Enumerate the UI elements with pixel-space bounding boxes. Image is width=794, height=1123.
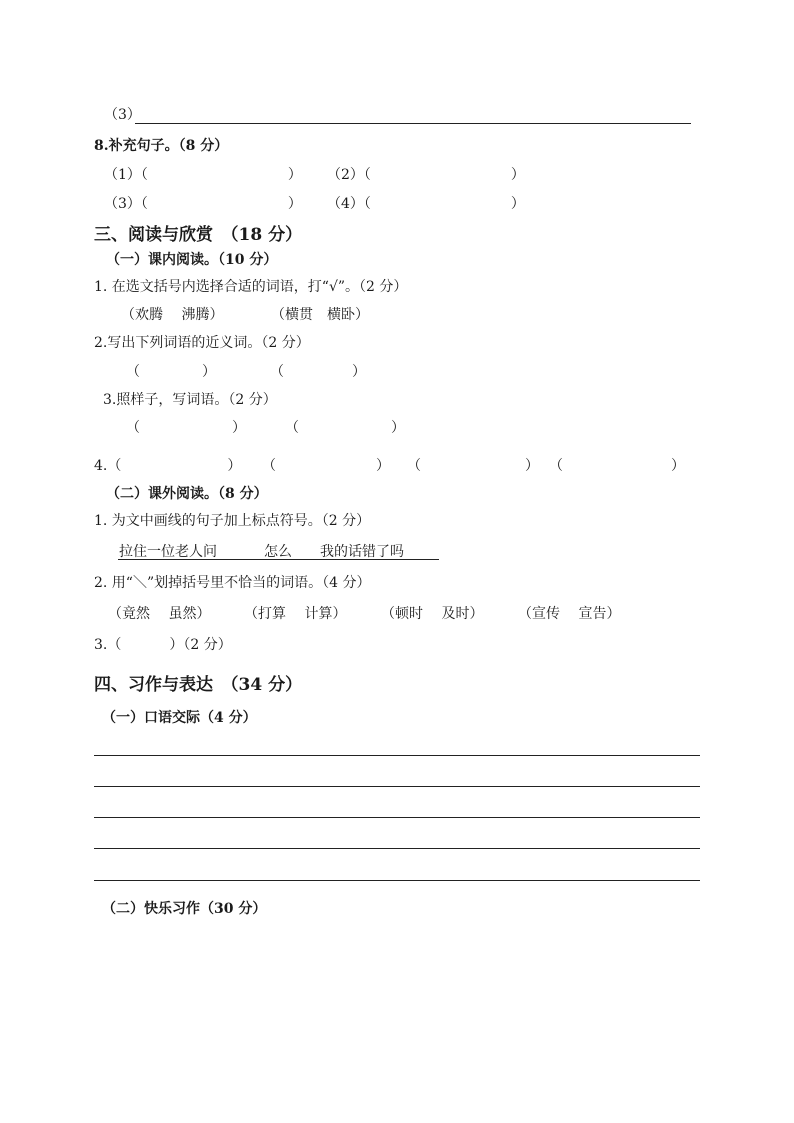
s3p2-q1-sentence-1: 拉住一位老人问 bbox=[119, 544, 217, 560]
s3p2-q2-option-3[interactable]: （顿时 及时） bbox=[381, 606, 484, 622]
section-3-part-1-title: （一）课内阅读。（10 分） bbox=[106, 252, 278, 268]
s3p1-q3-blank-2[interactable]: （ ） bbox=[285, 420, 405, 436]
s3p1-q3-text: 3.照样子，写词语。（2 分） bbox=[103, 392, 277, 408]
section-3-title: 三、阅读与欣赏 （18 分） bbox=[94, 225, 303, 245]
writing-line-4[interactable] bbox=[94, 848, 700, 849]
q8-title: 8.补充句子。（8 分） bbox=[94, 138, 229, 154]
s3p1-q2-blank-1[interactable]: （ ） bbox=[126, 364, 216, 380]
writing-line-3[interactable] bbox=[94, 817, 700, 818]
s3p2-q3-blank[interactable]: 3.（ ）（2 分） bbox=[94, 637, 232, 653]
section-4-part-2-title: （二）快乐习作（30 分） bbox=[102, 901, 267, 917]
writing-line-2[interactable] bbox=[94, 786, 700, 787]
s3p1-q4-blank-1[interactable]: 4.（ ） bbox=[94, 458, 242, 474]
s3p1-q1-text: 1. 在选文括号内选择合适的词语，打“√”。（2 分） bbox=[94, 279, 408, 295]
q7-item-3-label: （3） bbox=[104, 107, 141, 123]
s3p2-q2-option-1[interactable]: （竟然 虽然） bbox=[108, 606, 211, 622]
s3p2-q1-sentence-3: 我的话错了吗 bbox=[320, 544, 404, 560]
s3p2-q1-sentence-underline bbox=[118, 559, 439, 560]
q7-item-3-answer-line[interactable] bbox=[135, 123, 691, 124]
q8-item-2[interactable]: （2）（ ） bbox=[327, 167, 525, 183]
s3p2-q2-option-4[interactable]: （宣传 宣告） bbox=[518, 606, 621, 622]
q8-item-3[interactable]: （3）（ ） bbox=[104, 196, 302, 212]
s3p2-q1-sentence-2: 怎么 bbox=[264, 544, 292, 560]
writing-line-5[interactable] bbox=[94, 880, 700, 881]
s3p1-q2-blank-2[interactable]: （ ） bbox=[270, 364, 366, 380]
s3p2-q2-option-2[interactable]: （打算 计算） bbox=[244, 606, 347, 622]
s3p1-q4-blank-2[interactable]: （ ） bbox=[262, 458, 390, 474]
s3p1-q3-blank-1[interactable]: （ ） bbox=[126, 420, 246, 436]
s3p1-q4-blank-3[interactable]: （ ） bbox=[407, 458, 539, 474]
writing-line-1[interactable] bbox=[94, 755, 700, 756]
section-4-part-1-title: （一）口语交际（4 分） bbox=[102, 710, 257, 726]
s3p1-q2-text: 2.写出下列词语的近义词。（2 分） bbox=[94, 335, 310, 351]
section-3-part-2-title: （二）课外阅读。（8 分） bbox=[106, 486, 268, 502]
s3p2-q1-text: 1. 为文中画线的句子加上标点符号。（2 分） bbox=[94, 513, 371, 529]
q8-item-1[interactable]: （1）（ ） bbox=[104, 167, 302, 183]
s3p1-q1-option-b[interactable]: （横贯 横卧） bbox=[271, 307, 369, 323]
s3p1-q4-blank-4[interactable]: （ ） bbox=[549, 458, 685, 474]
s3p1-q1-option-a[interactable]: （欢腾 沸腾） bbox=[121, 307, 224, 323]
section-4-title: 四、习作与表达 （34 分） bbox=[94, 675, 303, 695]
s3p2-q2-text: 2. 用“＼”划掉括号里不恰当的词语。（4 分） bbox=[94, 575, 371, 591]
q8-item-4[interactable]: （4）（ ） bbox=[327, 196, 525, 212]
